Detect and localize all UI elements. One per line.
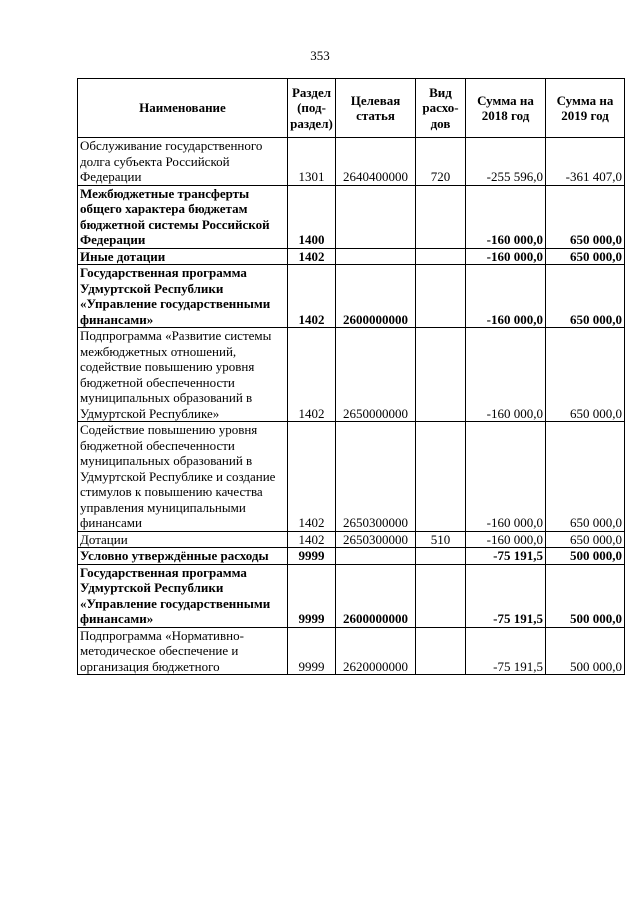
cell-sum-2018: -160 000,0 bbox=[466, 248, 546, 265]
table-row bbox=[78, 248, 625, 265]
cell-sum-2018: -160 000,0 bbox=[466, 328, 546, 422]
cell-sum-2019: 650 000,0 bbox=[546, 328, 625, 422]
cell-target: 2600000000 bbox=[336, 564, 416, 627]
cell-kind bbox=[416, 185, 466, 248]
cell-sum-2018: -75 191,5 bbox=[466, 627, 546, 675]
cell-name: Содействие повышению уровня бюджетной обеспеченности муниципальных образований в Удмуртской Республике и создание стимулов к повышению качества управления муниципальными финансами bbox=[78, 422, 288, 532]
cell-section: 1402 bbox=[288, 422, 336, 532]
cell-kind: 720 bbox=[416, 138, 466, 186]
table-body bbox=[78, 138, 625, 675]
cell-section: 1402 bbox=[288, 531, 336, 548]
cell-sum-2019: 650 000,0 bbox=[546, 265, 625, 328]
cell-name: Иные дотации bbox=[78, 248, 288, 265]
cell-target: 2600000000 bbox=[336, 265, 416, 328]
cell-target bbox=[336, 548, 416, 565]
cell-sum-2018: -160 000,0 bbox=[466, 531, 546, 548]
cell-target: 2620000000 bbox=[336, 627, 416, 675]
table-header-row bbox=[78, 79, 625, 138]
cell-sum-2018: -75 191,5 bbox=[466, 564, 546, 627]
cell-sum-2018: -160 000,0 bbox=[466, 185, 546, 248]
cell-sum-2019: -361 407,0 bbox=[546, 138, 625, 186]
cell-sum-2018: -255 596,0 bbox=[466, 138, 546, 186]
cell-name: Подпрограмма «Развитие системы межбюджетных отношений, содействие повышению уровня бюджетной обеспеченности муниципальных образований в Удмуртской Республике» bbox=[78, 328, 288, 422]
table-row bbox=[78, 138, 625, 186]
cell-sum-2019: 650 000,0 bbox=[546, 185, 625, 248]
cell-name: Подпрограмма «Нормативно-методическое обеспечение и организация бюджетного bbox=[78, 627, 288, 675]
cell-sum-2018: -160 000,0 bbox=[466, 265, 546, 328]
cell-target bbox=[336, 185, 416, 248]
cell-sum-2019: 500 000,0 bbox=[546, 627, 625, 675]
cell-target: 2650000000 bbox=[336, 328, 416, 422]
cell-section: 1402 bbox=[288, 265, 336, 328]
cell-section: 9999 bbox=[288, 627, 336, 675]
cell-kind bbox=[416, 265, 466, 328]
header-section: Раздел (под-раздел) bbox=[288, 79, 336, 138]
header-target: Целевая статья bbox=[336, 79, 416, 138]
table-row bbox=[78, 328, 625, 422]
table-row bbox=[78, 548, 625, 565]
cell-name: Дотации bbox=[78, 531, 288, 548]
cell-sum-2019: 500 000,0 bbox=[546, 548, 625, 565]
cell-section: 1402 bbox=[288, 248, 336, 265]
cell-section: 1301 bbox=[288, 138, 336, 186]
cell-sum-2019: 650 000,0 bbox=[546, 531, 625, 548]
cell-target: 2640400000 bbox=[336, 138, 416, 186]
header-kind: Вид расхо-дов bbox=[416, 79, 466, 138]
header-sum-2019: Сумма на 2019 год bbox=[546, 79, 625, 138]
page-number: 353 bbox=[310, 48, 330, 63]
table-row bbox=[78, 564, 625, 627]
cell-kind bbox=[416, 328, 466, 422]
cell-kind bbox=[416, 422, 466, 532]
cell-section: 1402 bbox=[288, 328, 336, 422]
header-sum-2018: Сумма на 2018 год bbox=[466, 79, 546, 138]
cell-kind: 510 bbox=[416, 531, 466, 548]
table-row bbox=[78, 627, 625, 675]
budget-table bbox=[77, 78, 625, 675]
cell-sum-2019: 650 000,0 bbox=[546, 422, 625, 532]
cell-name: Обслуживание государственного долга субъекта Российской Федерации bbox=[78, 138, 288, 186]
cell-kind bbox=[416, 564, 466, 627]
table-row bbox=[78, 265, 625, 328]
table-row bbox=[78, 185, 625, 248]
cell-section: 1400 bbox=[288, 185, 336, 248]
cell-section: 9999 bbox=[288, 564, 336, 627]
header-name: Наименование bbox=[78, 79, 288, 138]
cell-kind bbox=[416, 548, 466, 565]
cell-sum-2018: -160 000,0 bbox=[466, 422, 546, 532]
cell-kind bbox=[416, 627, 466, 675]
table-row bbox=[78, 422, 625, 532]
cell-name: Государственная программа Удмуртской Республики «Управление государственными финансами» bbox=[78, 564, 288, 627]
cell-target: 2650300000 bbox=[336, 531, 416, 548]
cell-sum-2018: -75 191,5 bbox=[466, 548, 546, 565]
cell-section: 9999 bbox=[288, 548, 336, 565]
cell-target: 2650300000 bbox=[336, 422, 416, 532]
cell-name: Государственная программа Удмуртской Республики «Управление государственными финансами» bbox=[78, 265, 288, 328]
cell-sum-2019: 500 000,0 bbox=[546, 564, 625, 627]
cell-target bbox=[336, 248, 416, 265]
table-row bbox=[78, 531, 625, 548]
cell-name: Межбюджетные трансферты общего характера бюджетам бюджетной системы Российской Федерации bbox=[78, 185, 288, 248]
cell-kind bbox=[416, 248, 466, 265]
cell-sum-2019: 650 000,0 bbox=[546, 248, 625, 265]
cell-name: Условно утверждённые расходы bbox=[78, 548, 288, 565]
